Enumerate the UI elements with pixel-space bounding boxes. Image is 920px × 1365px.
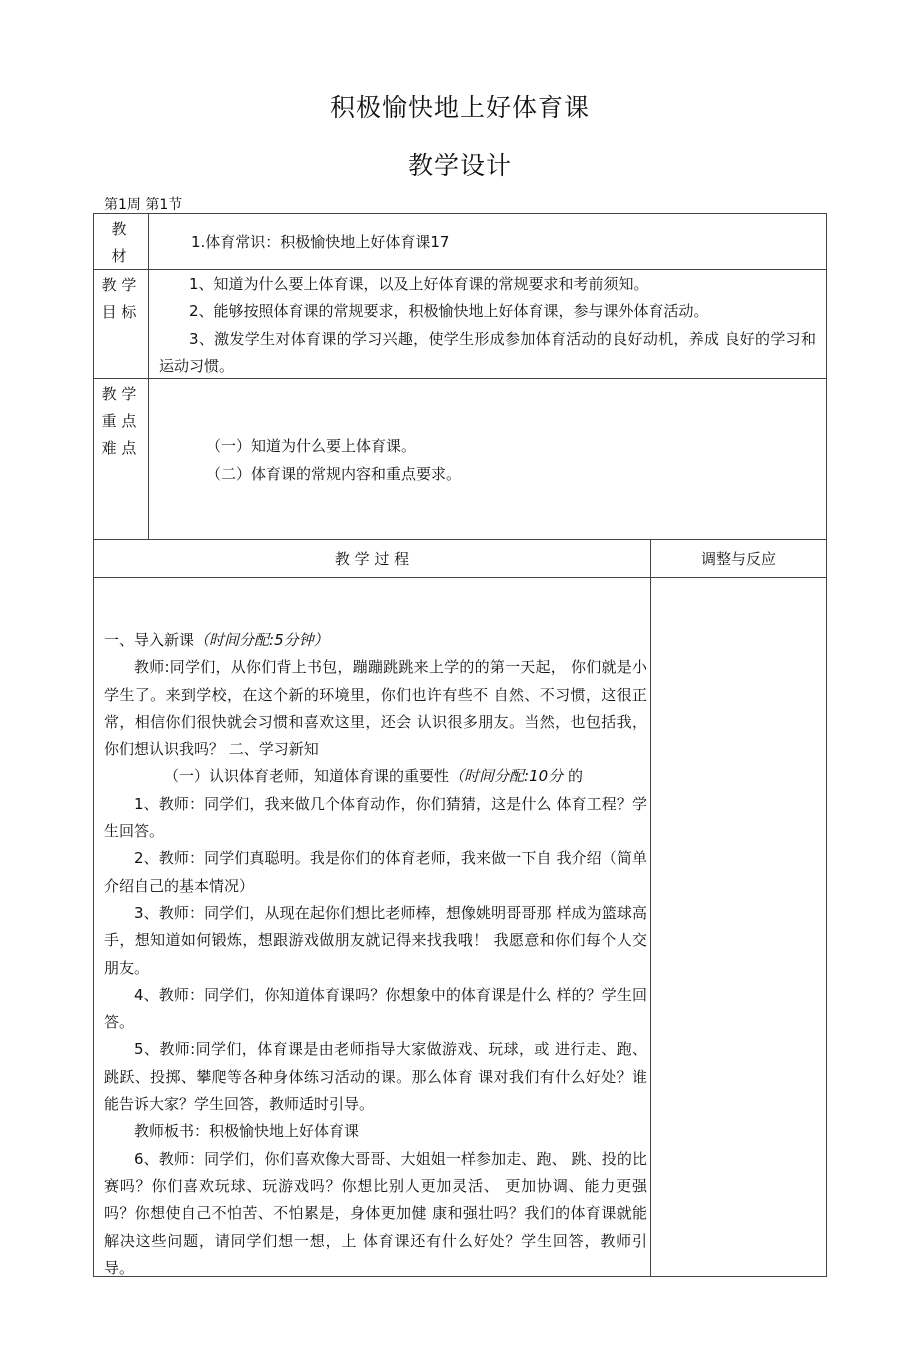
objectives-label-cell xyxy=(93,269,149,379)
process-header: 教 学 过 程 xyxy=(334,550,410,568)
keypoints-label-3: 难 点 xyxy=(101,439,137,457)
intro-paragraph: 教师:同学们，从你们背上书包，蹦蹦跳跳来上学的的第一天起， 你们就是小学生了。来到学校，在这个新的环境里，你们也许有些不 自然、不习惯，这很正常，相信你们很快就会习惯和喜欢这里，还会 认识很多朋友。当然，也包括我，你们想认识我吗？ 二、学习新知 xyxy=(104,658,647,759)
objectives-content-cell xyxy=(148,269,827,379)
material-content-cell xyxy=(148,213,827,270)
process-item: 4、教师：同学们，你知道体育课吗？你想象中的体育课是什么 样的？学生回答。 xyxy=(104,985,647,1032)
board-note: 教师板书：积极愉快地上好体育课 xyxy=(134,1122,360,1141)
material-content: 1.体育常识：积极愉快地上好体育课17 xyxy=(191,233,450,251)
subsection-title-text: （一）认识体育老师，知道体育课的重要性 xyxy=(164,767,450,786)
objectives-label-2: 目 标 xyxy=(101,303,137,321)
material-label-1: 教 xyxy=(111,220,127,238)
adjust-body-cell xyxy=(650,577,827,1277)
subsection-tail-text: 的 xyxy=(563,767,583,786)
keypoint-item: （一）知道为什么要上体育课。 xyxy=(206,437,417,455)
keypoint-item: （二）体育课的常规内容和重点要求。 xyxy=(206,465,462,483)
keypoints-label-cell xyxy=(93,378,149,540)
process-body-cell xyxy=(93,577,651,1277)
section-time-text: （时间分配:5分钟） xyxy=(194,631,329,649)
objective-item: 3、激发学生对体育课的学习兴趣，使学生形成参加体育活动的良好动机，养成 良好的学习和运动习惯。 xyxy=(159,329,816,375)
process-item: 1、教师：同学们，我来做几个体育动作，你们猜猜，这是什么 体育工程？学生回答。 xyxy=(104,794,647,841)
page-subtitle: 教学设计 xyxy=(407,151,512,180)
adjust-header-cell xyxy=(650,539,827,578)
adjust-header: 调整与反应 xyxy=(700,550,776,568)
keypoints-label-2: 重 点 xyxy=(101,412,137,430)
material-label-2: 材 xyxy=(111,247,127,265)
objective-item: 2、能够按照体育课的常规要求，积极愉快地上好体育课，参与课外体育活动。 xyxy=(189,302,709,321)
subsection-time-text: （时间分配:10分 xyxy=(449,767,564,786)
process-header-cell xyxy=(93,539,651,578)
section-title-text: 一、导入新课 xyxy=(104,631,195,649)
keypoints-label-1: 教 学 xyxy=(101,385,137,403)
process-item: 3、教师：同学们，从现在起你们想比老师棒，想像姚明哥哥那 样成为篮球高手，想知道如何锻炼，想跟游戏做朋友就记得来找我哦！ 我愿意和你们每个人交朋友。 xyxy=(104,903,647,977)
page-title: 积极愉快地上好体育课 xyxy=(329,93,590,122)
section-intro-title xyxy=(104,627,647,654)
keypoints-content-cell xyxy=(148,378,827,540)
objective-item: 1、知道为什么要上体育课，以及上好体育课的常规要求和考前须知。 xyxy=(189,275,649,293)
subsection-title xyxy=(104,763,647,790)
process-item: 2、教师：同学们真聪明。我是你们的体育老师，我来做一下自 我介绍（简单介绍自己的基本情况） xyxy=(104,849,647,895)
material-label-cell xyxy=(93,213,149,270)
process-item: 5、教师:同学们，体育课是由老师指导大家做游戏、玩球，或 进行走、跑、跳跃、投掷、攀爬等各种身体练习活动的课。那么体育 课对我们有什么好处？谁能告诉大家？学生回答，教师适时引导。 xyxy=(104,1040,647,1114)
objectives-label-1: 教 学 xyxy=(101,276,137,294)
week-lesson-label: 第1周 第1节 xyxy=(104,197,183,213)
process-item: 6、教师：同学们，你们喜欢像大哥哥、大姐姐一样参加走、跑、 跳、投的比赛吗？你们喜欢玩球、玩游戏吗？你想比别人更加灵活、 更加协调、能力更强吗？你想使自己不怕苦、不怕累是，身体更加健 康和强壮吗？我们的体育课就能解决这些问题，请同学们想一想，上 体育课还有什么好处？学生回答，教师引导。 xyxy=(104,1149,647,1277)
